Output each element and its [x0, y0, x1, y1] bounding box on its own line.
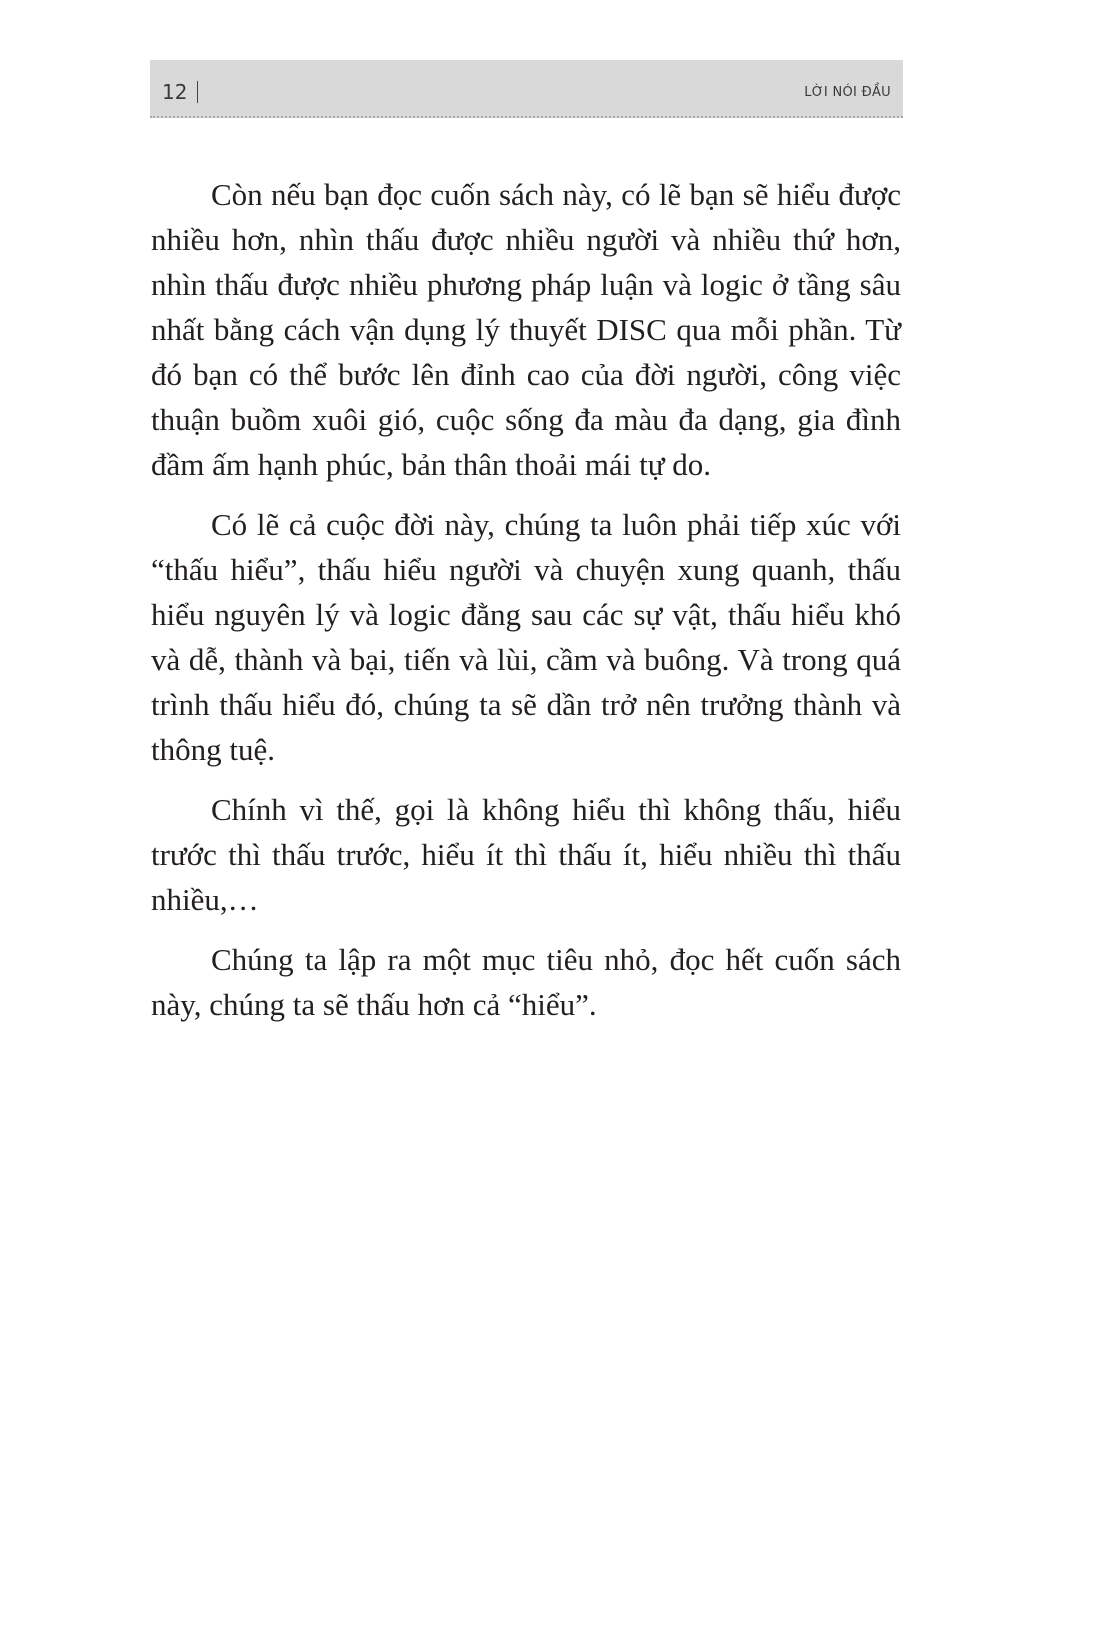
paragraph-3: Chính vì thế, gọi là không hiểu thì không thấu, hiểu trước thì thấu trước, hiểu ít thì thấu ít, hiểu nhiều thì thấu nhiều,… — [151, 792, 901, 917]
running-header — [150, 60, 903, 118]
paragraph-1: Còn nếu bạn đọc cuốn sách này, có lẽ bạn sẽ hiểu được nhiều hơn, nhìn thấu được nhiều người và nhiều thứ hơn, nhìn thấu được nhiều phương pháp luận và logic ở tầng sâu nhất bằng cách vận dụng lý thuyết DISC qua mỗi phần. Từ đó bạn có thể bước lên đỉnh cao của đời người, công việc thuận buồm xuôi gió, cuộc sống đa màu đa dạng, gia đình đầm ấm hạnh phúc, bản thân thoải mái tự do. — [151, 177, 901, 482]
page-number: 12 — [162, 80, 188, 104]
paragraph-4: Chúng ta lập ra một mục tiêu nhỏ, đọc hết cuốn sách này, chúng ta sẽ thấu hơn cả “hiểu”. — [151, 942, 901, 1022]
body-text — [151, 172, 901, 1042]
paragraph-2: Có lẽ cả cuộc đời này, chúng ta luôn phải tiếp xúc với “thấu hiểu”, thấu hiểu người và chuyện xung quanh, thấu hiểu nguyên lý và logic đằng sau các sự vật, thấu hiểu khó và dễ, thành và bại, tiến và lùi, cầm và buông. Và trong quá trình thấu hiểu đó, chúng ta sẽ dần trở nên trưởng thành và thông tuệ. — [151, 507, 901, 767]
header-divider — [197, 81, 198, 103]
chapter-title: LỜI NÓI ĐẦU — [804, 85, 891, 100]
